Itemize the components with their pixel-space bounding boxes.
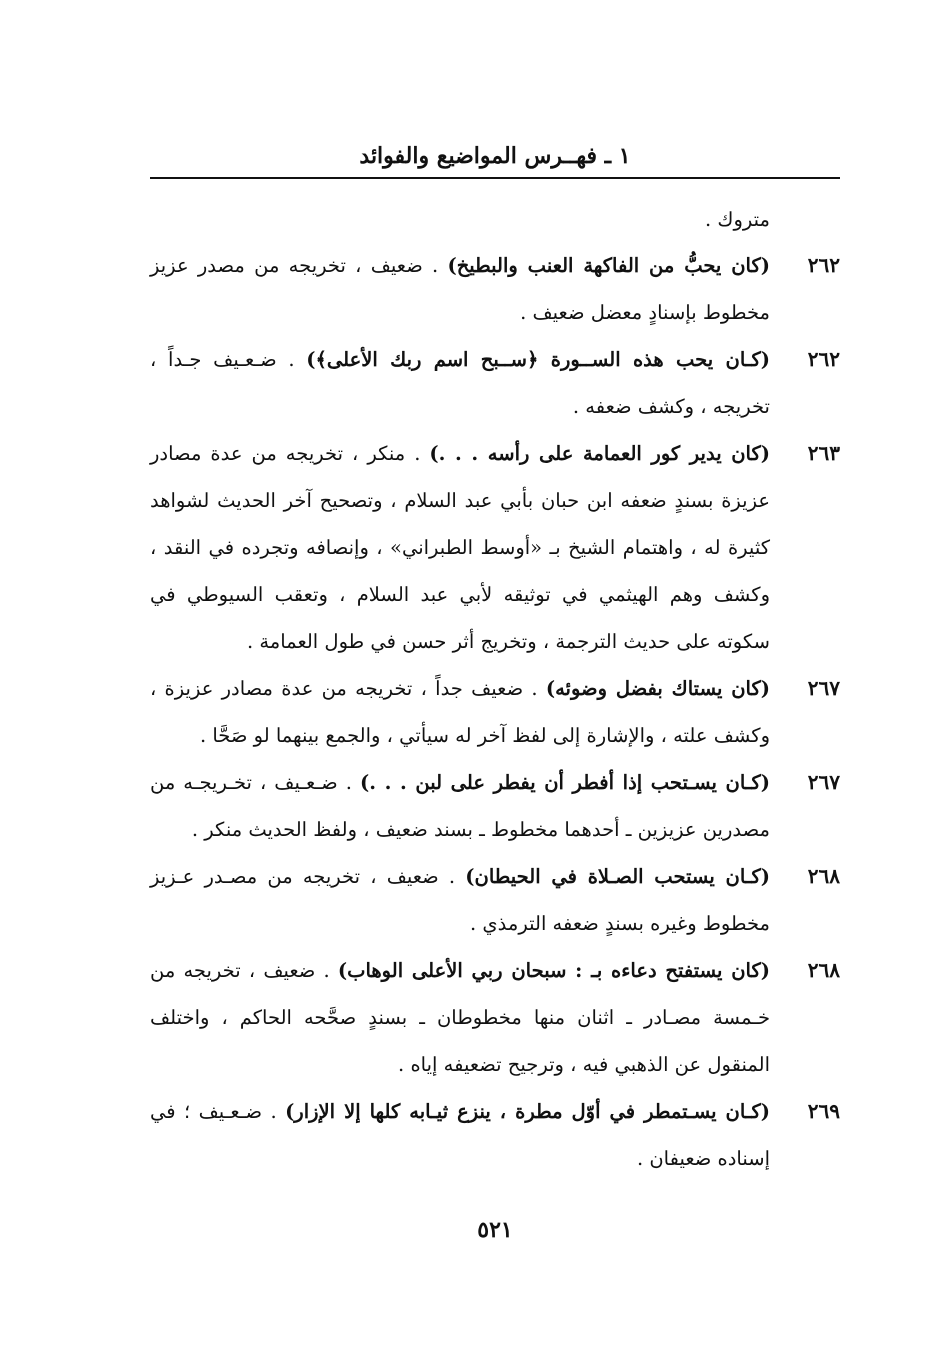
entry-number: ٢٦٩ <box>807 1099 840 1123</box>
index-entry <box>150 853 840 947</box>
index-entry <box>150 430 840 665</box>
index-body <box>150 198 840 1182</box>
entry-hadith-title: (كان يحبُّ من الفاكهة العنب والبطيخ) <box>447 254 770 277</box>
entry-number: ٢٦٢ <box>807 347 840 371</box>
entry-description: . ضعيف ، تخريجه من مصدر عزيز مخطوط بإسنادٍ معضل ضعيف . <box>150 254 770 324</box>
index-entry <box>150 947 840 1088</box>
entry-description: . منكر ، تخريجه من عدة مصادر عزيزة بسندٍ ضعفه ابن حبان بأبي عبد السلام ، وتصحيح آخر الحديث لشواهد كثيرة له ، واهتمام الشيخ بـ «أوسط الطبراني» ، وإنصافه وتجرده في النقد ، وكشف وهم الهيثمي في توثيقه لأبي عبد السلام ، وتعقب السيوطي في سكوته على حديث الترجمة ، وتخريج أثر حسن في طول العمامة . <box>150 442 770 653</box>
running-header: ١ ـ فهــرس المواضيع والفوائد <box>359 143 631 169</box>
entry-number: ٢٦٧ <box>807 770 840 794</box>
entry-number: ٢٦٣ <box>807 441 840 465</box>
index-entry <box>150 1088 840 1182</box>
entry-description: . ضـعـيف ، تخـريجـه من مصدرين عزيزين ـ أحدهما مخطوط ـ بسند ضعيف ، ولفظ الحديث منكر . <box>150 771 770 841</box>
entry-text <box>150 853 770 947</box>
entry-text <box>150 1088 770 1182</box>
entry-description: . ضعيف جداً ، تخريجه من عدة مصادر عزيزة ، وكشف علته ، والإشارة إلى لفظ آخر له سيأتي ، والجمع بينهما لو صَحَّا . <box>150 677 770 747</box>
index-entry <box>150 759 840 853</box>
page-number: ٥٢١ <box>477 1217 513 1243</box>
entry-hadith-title: (كـان يحب هذه الســورة ﴿ســبح اسم ربك الأعلى﴾) <box>306 348 770 371</box>
entry-hadith-title: (كان يدير كور العمامة على رأسه . . .) <box>429 442 770 465</box>
entry-text <box>150 336 770 430</box>
entry-hadith-title: (كـان يسـتمطر في أوّل مطرة ، ينزع ثيـابه كلها إلا الإزار) <box>285 1100 771 1123</box>
entry-hadith-title: (كان يستاك بفضل وضوئه) <box>545 677 770 700</box>
entry-description: . ضعيف ، تخريجه من خـمسة مصـادر ـ اثنان منها مخطوطان ـ بسندٍ صحَّحه الحاكم ، واختلف المنقول عن الذهبي فيه ، وترجيح تضعيفه إياه . <box>150 959 770 1076</box>
entry-hadith-title: (كـان يسـتحب إذا أفطر أن يفطر على لبن . . .) <box>359 771 771 794</box>
index-entry <box>150 336 840 430</box>
entry-text <box>150 665 770 759</box>
entry-hadith-title: (كان يستفتح دعاءه بـ : سبحان ربي الأعلى الوهاب) <box>337 959 770 982</box>
entry-number: ٢٦٨ <box>807 958 840 982</box>
index-entry <box>150 242 840 336</box>
entry-text <box>150 759 770 853</box>
entry-description: . ضـعـيف جـداً ، تخريجه ، وكشف ضعفه . <box>150 348 770 418</box>
entry-hadith-title: (كـان يستحب الصـلاة في الحيطان) <box>465 865 771 888</box>
header-rule <box>150 177 840 179</box>
entry-text <box>150 242 770 336</box>
entry-description: . ضعيف ، تخريجه من مصـدر عـزيز مخطوط وغيره بسندٍ ضعفه الترمذي . <box>150 865 770 935</box>
entry-description: . ضـعـيف ؛ في إسناده ضعيفان . <box>150 1100 770 1170</box>
entry-text <box>150 430 770 665</box>
entry-number: ٢٦٨ <box>807 864 840 888</box>
continuation-text: متروك . <box>705 208 770 231</box>
entry-number: ٢٦٢ <box>807 253 840 277</box>
entry-number: ٢٦٧ <box>807 676 840 700</box>
entry-text <box>150 947 770 1088</box>
index-entry <box>150 665 840 759</box>
